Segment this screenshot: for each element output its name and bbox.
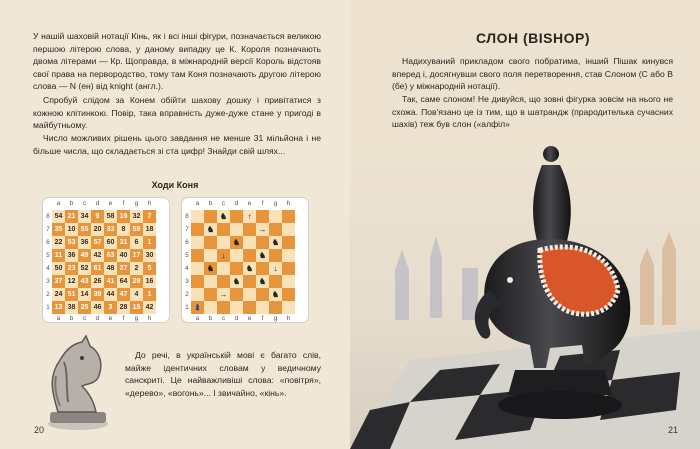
file-label: c: [82, 315, 87, 322]
file-label: e: [108, 200, 113, 207]
tour-square: 50: [52, 262, 65, 275]
file-label: c: [221, 315, 226, 322]
tour-square: 32: [130, 210, 143, 223]
file-label: b: [208, 200, 213, 207]
knight-icon: ↑: [247, 212, 252, 221]
tour-square: 4: [130, 288, 143, 301]
file-label: c: [221, 200, 226, 207]
move-square: [217, 210, 230, 223]
tour-square: 64: [117, 275, 130, 288]
move-square: [191, 249, 204, 262]
move-square: [243, 210, 256, 223]
tour-square: 26: [91, 275, 104, 288]
tour-square: 18: [143, 223, 156, 236]
move-square: [204, 262, 217, 275]
right-page: [350, 0, 700, 449]
knight-icon: ♞: [258, 251, 267, 260]
file-label: a: [195, 315, 200, 322]
para-bishop-origin: Так, саме слоном! Не дивуйся, що зовні фігурка зовсім на нього не схожа. Пов'язано це із тим, що в шатрандж (прародителька сучасних шахів) теж був слон («алфіл»: [392, 94, 673, 130]
file-label: d: [95, 315, 100, 322]
tour-square: 7: [143, 210, 156, 223]
move-square: [204, 288, 217, 301]
tour-square: 27: [117, 262, 130, 275]
move-square: [204, 210, 217, 223]
knight-icon: ↓: [273, 264, 278, 273]
knight-tour-board: [42, 197, 170, 323]
page-number-right: 21: [668, 425, 679, 435]
file-label: b: [69, 200, 74, 207]
move-square: [282, 210, 295, 223]
knight-tour-grid: [52, 210, 156, 314]
tour-square: 48: [104, 262, 117, 275]
para-tour: Спробуй слідом за Конем обійти шахову дошку і привітатися з кожною клітинкою. Повір, така вправність дуже-дуже стане у пригоді в майбутньому.: [33, 95, 321, 131]
move-square: [269, 223, 282, 236]
knight-moves-grid: [191, 210, 295, 314]
move-square: [230, 288, 243, 301]
move-square: [230, 301, 243, 314]
move-square: [217, 301, 230, 314]
file-label: g: [134, 315, 139, 322]
rank-label: 7: [185, 226, 189, 233]
tour-square: 12: [65, 275, 78, 288]
rank-label: 7: [46, 226, 50, 233]
move-square: [256, 236, 269, 249]
tour-square: 42: [143, 301, 156, 314]
move-square: [230, 262, 243, 275]
tour-square: 22: [52, 236, 65, 249]
tour-square: 23: [65, 262, 78, 275]
tour-square: 44: [104, 288, 117, 301]
move-square: [217, 249, 230, 262]
tour-square: 42: [91, 249, 104, 262]
tour-square: 37: [52, 275, 65, 288]
tour-square: 33: [104, 223, 117, 236]
tour-square: 47: [117, 288, 130, 301]
para-solutions: Число можливих рішень цього завдання не менше 31 мільйона і не більше числа, що складається зі ста цифр! Знайди свій шлях...: [33, 133, 321, 156]
file-label: d: [95, 200, 100, 207]
page-title: СЛОН (BISHOP): [476, 30, 590, 46]
tour-square: 41: [104, 275, 117, 288]
move-square: [230, 223, 243, 236]
rank-label: 5: [46, 252, 50, 259]
move-square: [230, 275, 243, 288]
move-square: [191, 236, 204, 249]
file-label: e: [108, 315, 113, 322]
tour-square: 6: [130, 236, 143, 249]
file-label: c: [82, 200, 87, 207]
tour-square: 14: [78, 288, 91, 301]
tour-square: 55: [78, 223, 91, 236]
file-label: h: [286, 200, 291, 207]
tour-square: 25: [78, 301, 91, 314]
move-square: [243, 223, 256, 236]
tour-square: 11: [52, 249, 65, 262]
tour-square: 63: [104, 249, 117, 262]
file-label: g: [273, 315, 278, 322]
tour-square: 35: [52, 223, 65, 236]
rank-label: 3: [185, 278, 189, 285]
para-notation: У нашій шаховій нотації Кінь, як і всі інші фігури, позначається великою першою літерою слова, у даному випадку це К. Короля позначають двома літерами — Кр. Щоправда, в міжнародній версії Король відстояв свої права на первородство, тому там Коня позначають другою літерою слова — N (ен) від knight (англ.).: [33, 31, 321, 92]
file-label: g: [134, 200, 139, 207]
para-sanskrit: До речі, в українській мові є багато слів, майже ідентичних словам у ведичному санскриті. Це найважливіші слова: «повітря», «дерево», «вогонь»... І звичайно, «кінь».: [125, 350, 321, 398]
tour-square: 46: [91, 301, 104, 314]
move-square: [282, 288, 295, 301]
tour-square: 53: [65, 236, 78, 249]
file-label: a: [195, 200, 200, 207]
rank-label: 3: [46, 278, 50, 285]
knight-icon: ♞: [206, 225, 215, 234]
move-square: [269, 288, 282, 301]
move-square: [269, 249, 282, 262]
tour-square: 3: [104, 301, 117, 314]
move-square: [256, 275, 269, 288]
move-square: [243, 262, 256, 275]
move-square: [243, 288, 256, 301]
move-square: [269, 210, 282, 223]
tour-square: 9: [91, 210, 104, 223]
rank-label: 6: [185, 239, 189, 246]
tour-square: 34: [78, 210, 91, 223]
move-square: [204, 249, 217, 262]
tour-square: 43: [78, 275, 91, 288]
file-label: f: [122, 200, 125, 207]
move-square: [269, 301, 282, 314]
rank-label: 1: [46, 304, 50, 311]
tour-square: 2: [130, 262, 143, 275]
knight-icon: ♞: [232, 277, 241, 286]
move-square: [191, 288, 204, 301]
move-square: [217, 275, 230, 288]
tour-square: 17: [130, 249, 143, 262]
file-label: a: [56, 315, 61, 322]
move-square: [191, 301, 204, 314]
file-label: h: [286, 315, 291, 322]
rank-label: 4: [46, 265, 50, 272]
tour-square: 8: [117, 223, 130, 236]
rank-label: 5: [185, 252, 189, 259]
move-square: [230, 249, 243, 262]
tour-square: 28: [117, 301, 130, 314]
rank-label: 8: [185, 213, 189, 220]
tour-square: 5: [143, 262, 156, 275]
tour-square: 29: [130, 275, 143, 288]
move-square: [204, 236, 217, 249]
file-label: h: [147, 315, 152, 322]
knight-icon: ↓: [221, 251, 226, 260]
file-label: e: [247, 200, 252, 207]
tour-square: 30: [143, 249, 156, 262]
tour-square: 36: [78, 236, 91, 249]
knight-icon: ♞: [219, 212, 228, 221]
tour-square: 54: [52, 210, 65, 223]
tour-square: 20: [91, 223, 104, 236]
move-square: [217, 223, 230, 236]
tour-square: 38: [65, 301, 78, 314]
move-square: [191, 275, 204, 288]
tour-square: 60: [104, 236, 117, 249]
move-square: [256, 288, 269, 301]
bishop-marker: ♝: [193, 303, 202, 312]
file-label: f: [122, 315, 125, 322]
move-square: [243, 275, 256, 288]
move-square: [230, 236, 243, 249]
rank-label: 6: [46, 239, 50, 246]
knight-icon: →: [258, 225, 267, 234]
file-label: d: [234, 200, 239, 207]
tour-square: 57: [91, 236, 104, 249]
tour-square: 51: [65, 288, 78, 301]
move-square: [243, 249, 256, 262]
knight-moves-board: [181, 197, 309, 323]
move-square: [243, 236, 256, 249]
move-square: [230, 210, 243, 223]
rank-label: 4: [185, 265, 189, 272]
file-label: h: [147, 200, 152, 207]
para-bishop-promotion: [392, 55, 673, 93]
move-square: [256, 210, 269, 223]
tour-square: 39: [91, 288, 104, 301]
move-square: [217, 262, 230, 275]
tour-square: 31: [117, 236, 130, 249]
move-square: [191, 210, 204, 223]
tour-square: 52: [78, 262, 91, 275]
file-label: d: [234, 315, 239, 322]
tour-square: 16: [143, 275, 156, 288]
knight-head-illustration: [38, 332, 113, 432]
tour-square: 61: [91, 262, 104, 275]
knight-icon: →: [219, 290, 228, 299]
move-square: [269, 262, 282, 275]
knight-icon: ♞: [271, 238, 280, 247]
file-label: e: [247, 315, 252, 322]
file-label: a: [56, 200, 61, 207]
rank-label: 2: [185, 291, 189, 298]
knight-icon: ♞: [258, 277, 267, 286]
move-square: [256, 301, 269, 314]
move-square: [217, 288, 230, 301]
move-square: [256, 262, 269, 275]
para-bishop-promotion-text: Надихуваний прикладом свого побратима, інший Пішак кинувся вперед і, досягнувши свого поля перетворення, став Слоном (С або В (бе) у міжнародній нотації).: [392, 56, 673, 92]
move-square: [282, 275, 295, 288]
move-square: [191, 262, 204, 275]
tour-square: 40: [117, 249, 130, 262]
page-number-left: 20: [34, 425, 45, 435]
file-label: f: [261, 315, 264, 322]
move-square: [243, 301, 256, 314]
move-square: [256, 223, 269, 236]
file-label: g: [273, 200, 278, 207]
knight-icon: ♞: [271, 290, 280, 299]
file-label: f: [261, 200, 264, 207]
tour-square: 13: [52, 301, 65, 314]
rank-label: 1: [185, 304, 189, 311]
move-square: [269, 236, 282, 249]
move-square: [204, 223, 217, 236]
tour-square: 21: [65, 210, 78, 223]
move-square: [204, 275, 217, 288]
move-square: [256, 249, 269, 262]
boards-caption: Ходи Коня: [151, 180, 199, 190]
tour-square: 49: [78, 249, 91, 262]
knight-icon: ♞: [245, 264, 254, 273]
move-square: [217, 236, 230, 249]
move-square: [191, 223, 204, 236]
move-square: [282, 301, 295, 314]
rank-label: 2: [46, 291, 50, 298]
move-square: [282, 236, 295, 249]
move-square: [282, 223, 295, 236]
file-label: b: [208, 315, 213, 322]
tour-square: 59: [130, 223, 143, 236]
move-square: [282, 262, 295, 275]
tour-square: 15: [130, 301, 143, 314]
rank-label: 8: [46, 213, 50, 220]
move-square: [282, 249, 295, 262]
knight-icon: ♞: [232, 238, 241, 247]
tour-square: 36: [65, 249, 78, 262]
tour-square: 1: [143, 288, 156, 301]
tour-square: 24: [52, 288, 65, 301]
tour-square: 10: [65, 223, 78, 236]
knight-icon: ♞: [206, 264, 215, 273]
tour-square: 58: [104, 210, 117, 223]
file-label: b: [69, 315, 74, 322]
tour-square: 1: [143, 236, 156, 249]
move-square: [269, 275, 282, 288]
move-square: [204, 301, 217, 314]
tour-square: 19: [117, 210, 130, 223]
